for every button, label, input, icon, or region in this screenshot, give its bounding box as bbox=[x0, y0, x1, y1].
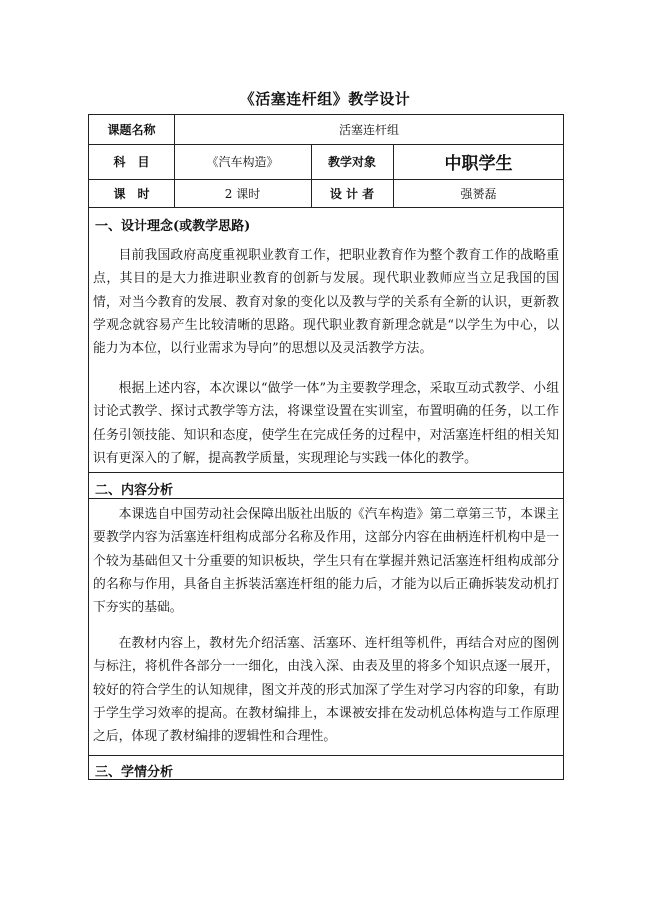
row-divider bbox=[89, 755, 563, 756]
paragraph: 目前我国政府高度重视职业教育工作，把职业教育作为整个教育工作的战略重点，其目的是大力推进职业教育的创新与发展。现代职业教师应当立足我国的国情，对当今教育的发展、教育对象的变化以及教与学的关系有全新的认识，更新教学观念就容易产生比较清晰的思路。现代职业教育新理念就是“以学生为中心，以能力为本位，以行业需求为导向”的思想以及灵活教学方法。 bbox=[93, 248, 559, 357]
hours-label: 课 时 bbox=[113, 186, 150, 201]
section-heading-design-concept: 一、设计理念(或教学思路) bbox=[95, 219, 251, 234]
section-heading-learner-analysis: 三、学情分析 bbox=[95, 765, 174, 780]
designer-value: 强赟磊 bbox=[460, 186, 497, 201]
row-divider bbox=[89, 472, 563, 473]
paragraph: 本课选自中国劳动社会保障出版社出版的《汽车构造》第二章第三节，本课主要教学内容为活塞连杆组构成部分名称及作用，这部分内容在曲柄连杆机构中是一个较为基础但又十分重要的知识板块，学生只有在掌握并熟记活塞连杆组构成部分的名称与作用，具备自主拆装活塞连杆组的能力后，才能为以后正确拆装发动机打下夯实的基础。 bbox=[93, 507, 559, 616]
document-title: 《活塞连杆组》教学设计 bbox=[239, 90, 411, 108]
topic-label: 课题名称 bbox=[107, 123, 156, 137]
subject-label: 科 目 bbox=[113, 155, 150, 169]
audience-label: 教学对象 bbox=[327, 155, 376, 169]
audience-value: 中职学生 bbox=[444, 154, 513, 174]
row-divider bbox=[89, 207, 563, 208]
paragraph: 在教材内容上，教材先介绍活塞、活塞环、连杆组等机件，再结合对应的图例与标注，将机件各部分一一细化，由浅入深、由表及里的将多个知识点逐一展开，较好的符合学生的认知规律，图文并茂的形式加深了学生对学习内容的印象，有助于学生学习效率的提高。在教材编排上，本课被安排在发动机总体构造与工作原理之后，体现了教材编排的逻辑性和合理性。 bbox=[93, 636, 559, 745]
row-divider bbox=[89, 498, 563, 499]
topic-value: 活塞连杆组 bbox=[338, 123, 399, 137]
subject-value: 《汽车构造》 bbox=[206, 155, 279, 169]
lesson-design-table bbox=[88, 114, 564, 780]
designer-label: 设 计 者 bbox=[329, 186, 375, 201]
section-heading-content-analysis: 二、内容分析 bbox=[95, 483, 174, 498]
paragraph: 根据上述内容，本次课以“做学一体”为主要教学理念，采取互动式教学、小组讨论式教学、探讨式教学等方法，将课堂设置在实训室，布置明确的任务，以工作任务引领技能、知识和态度，使学生在完成任务的过程中，对活塞连杆组的相关知识有更深入的了解，提高教学质量，实现理论与实践一体化的教学。 bbox=[93, 381, 559, 466]
hours-value: 2 课时 bbox=[224, 186, 261, 201]
